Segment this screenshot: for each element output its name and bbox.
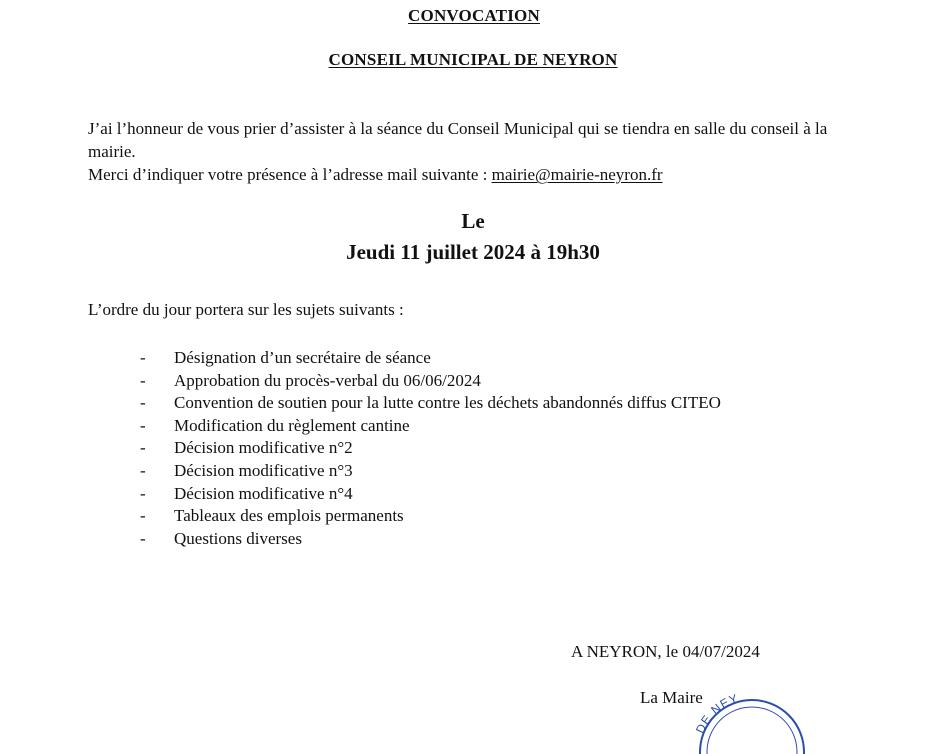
meeting-datetime: Jeudi 11 juillet 2024 à 19h30 — [346, 240, 600, 264]
agenda-bullet: - — [140, 393, 146, 413]
official-stamp-seal — [690, 694, 810, 754]
agenda-bullet: - — [140, 483, 146, 503]
agenda-intro: L’ordre du jour portera sur les sujets suivants : — [88, 300, 404, 319]
agenda-item — [140, 505, 721, 528]
svg-text:DE NEY: DE NEY — [692, 694, 741, 736]
agenda-bullet: - — [140, 528, 146, 548]
agenda-bullet: - — [140, 415, 146, 435]
agenda-item-text: Tableaux des emplois permanents — [174, 506, 404, 526]
agenda-item — [140, 370, 721, 393]
meeting-le: Le — [461, 209, 485, 233]
document-title: CONVOCATION — [408, 6, 540, 25]
agenda-bullet: - — [140, 506, 146, 526]
agenda-bullet: - — [140, 460, 146, 480]
agenda-item-text: Convention de soutien pour la lutte contre les déchets abandonnés diffus CITEO — [174, 393, 721, 413]
agenda-item — [140, 437, 721, 460]
email-link[interactable]: mairie@mairie-neyron.fr — [491, 165, 663, 184]
document-subtitle: CONSEIL MUNICIPAL DE NEYRON — [328, 50, 618, 69]
intro-line-1: J’ai l’honneur de vous prier d’assister à la séance du Conseil Municipal qui se tiendra en salle du conseil à la mairie. — [88, 119, 828, 161]
agenda-item — [140, 528, 721, 551]
agenda-item-text: Modification du règlement cantine — [174, 415, 410, 435]
intro-line-2-text: Merci d’indiquer votre présence à l’adresse mail suivante : — [88, 165, 492, 184]
agenda-bullet: - — [140, 348, 146, 367]
agenda-item-text: Décision modificative n°3 — [174, 460, 353, 480]
place-and-date: A NEYRON, le 04/07/2024 — [571, 642, 760, 661]
intro-line-2 — [88, 163, 878, 186]
agenda-item — [140, 483, 721, 506]
agenda-list — [140, 347, 721, 550]
agenda-item-text: Décision modificative n°2 — [174, 438, 353, 458]
agenda-item-text: Désignation d’un secrétaire de séance — [174, 348, 431, 367]
agenda-item-text: Approbation du procès-verbal du 06/06/2024 — [174, 370, 481, 390]
agenda-bullet: - — [140, 370, 146, 390]
agenda-item — [140, 460, 721, 483]
agenda-item-text: Décision modificative n°4 — [174, 483, 353, 503]
agenda-bullet: - — [140, 438, 146, 458]
intro-paragraph — [88, 117, 878, 186]
agenda-item — [140, 392, 721, 415]
signer-title: La Maire — [640, 688, 703, 707]
agenda-item — [140, 415, 721, 438]
agenda-item-text: Questions diverses — [174, 528, 302, 548]
agenda-item — [140, 347, 721, 370]
